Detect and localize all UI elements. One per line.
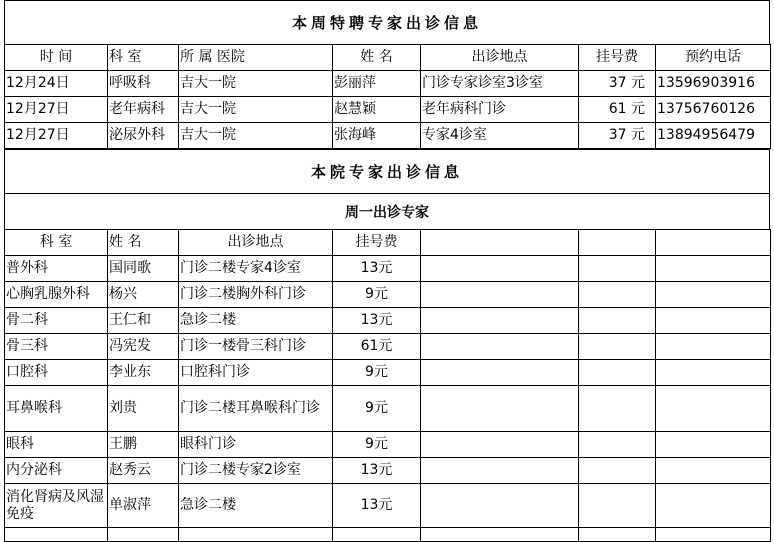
header-name: 姓 名: [108, 230, 179, 256]
cell-name: 赵慧颖: [333, 97, 421, 123]
cell-fee: 13元: [333, 458, 421, 484]
cell-fee: 9元: [333, 386, 421, 432]
cell-fee: 13元: [333, 484, 421, 528]
cell-phone: 13756760126: [656, 97, 771, 123]
cell-fee: 61 元: [579, 97, 656, 123]
header-hospital: 所 属 医院: [179, 45, 333, 71]
cell-dept: 普外科: [5, 256, 108, 282]
cell-name: 刘贵: [108, 386, 179, 432]
table-row: [5, 432, 771, 458]
table-row: [5, 458, 771, 484]
cell-location: 门诊二楼专家2诊室: [179, 458, 333, 484]
empty-cell: [421, 386, 579, 432]
table-row: [5, 123, 771, 149]
cell-fee: 61元: [333, 334, 421, 360]
empty-cell: [421, 432, 579, 458]
empty-cell: [656, 484, 771, 528]
empty-cell: [579, 386, 656, 432]
cell-fee: 37 元: [579, 123, 656, 149]
cell-name: 王鹏: [108, 432, 179, 458]
cell-dept: 骨三科: [5, 334, 108, 360]
empty-cell: [656, 230, 771, 256]
table-row: [5, 360, 771, 386]
empty-cell: [579, 458, 656, 484]
cell-name: 李业东: [108, 360, 179, 386]
cell-location: 急诊二楼: [179, 484, 333, 528]
header-location: 出诊地点: [179, 230, 333, 256]
cell-fee: 9元: [333, 360, 421, 386]
empty-cell: [656, 282, 771, 308]
cell-name: 张海峰: [333, 123, 421, 149]
cell-name: 赵秀云: [108, 458, 179, 484]
empty-cell: [656, 386, 771, 432]
section2-subtitle: 周一出诊专家: [4, 193, 770, 229]
cell-location: 眼科门诊: [179, 432, 333, 458]
section2-title: 本院专家出诊信息: [4, 149, 770, 193]
cell-fee: 13元: [333, 256, 421, 282]
cell-fee: 9元: [333, 432, 421, 458]
cell-hospital: 吉大一院: [179, 97, 333, 123]
cell-hospital: 吉大一院: [179, 71, 333, 97]
spreadsheet: [4, 0, 770, 542]
empty-cell: [579, 308, 656, 334]
cell-location: 门诊二楼耳鼻喉科门诊: [179, 386, 333, 432]
cell-location: 急诊二楼: [179, 308, 333, 334]
empty-cell: [579, 484, 656, 528]
table-row: [5, 97, 771, 123]
cell-name: 彭丽萍: [333, 71, 421, 97]
cell-dept: 眼科: [5, 432, 108, 458]
empty-cell: [421, 256, 579, 282]
table-row: [5, 256, 771, 282]
cell-name: 冯宪发: [108, 334, 179, 360]
cell-dept: 耳鼻喉科: [5, 386, 108, 432]
cell-name: 国同歌: [108, 256, 179, 282]
table-row: [5, 308, 771, 334]
empty-cell: [656, 256, 771, 282]
empty-cell: [579, 230, 656, 256]
cell-name: 单淑萍: [108, 484, 179, 528]
table-row: [5, 71, 771, 97]
monday-expert-table: [4, 229, 771, 542]
cell-dept: 心胸乳腺外科: [5, 282, 108, 308]
header-phone: 预约电话: [656, 45, 771, 71]
cell-name: 王仁和: [108, 308, 179, 334]
cell-location: 门诊专家诊室3诊室: [421, 71, 579, 97]
empty-cell: [579, 334, 656, 360]
empty-cell: [656, 432, 771, 458]
cell-fee: 9元: [333, 282, 421, 308]
cell-phone: 13894956479: [656, 123, 771, 149]
empty-cell: [421, 282, 579, 308]
cell-dept: 呼吸科: [108, 71, 179, 97]
cell-dept: 泌尿外科: [108, 123, 179, 149]
cell-fee: 13元: [333, 308, 421, 334]
special-expert-table: [4, 44, 771, 149]
empty-cell: [579, 360, 656, 386]
empty-cell: [421, 360, 579, 386]
empty-cell: [421, 230, 579, 256]
header-dept: 科 室: [5, 230, 108, 256]
cell-date: 12月27日: [5, 123, 108, 149]
header-time: 时 间: [5, 45, 108, 71]
empty-cell: [656, 360, 771, 386]
empty-cell: [656, 308, 771, 334]
table-row: [5, 386, 771, 432]
cell-location: 老年病科门诊: [421, 97, 579, 123]
table-row: [5, 334, 771, 360]
cell-dept: 内分泌科: [5, 458, 108, 484]
table-header-row: [5, 230, 771, 256]
empty-cell: [579, 256, 656, 282]
header-dept: 科 室: [108, 45, 179, 71]
empty-cell: [579, 282, 656, 308]
empty-cell: [421, 308, 579, 334]
empty-cell: [656, 334, 771, 360]
table-row: [5, 282, 771, 308]
header-name: 姓 名: [333, 45, 421, 71]
header-fee: 挂号费: [579, 45, 656, 71]
empty-cell: [421, 484, 579, 528]
cell-hospital: 吉大一院: [179, 123, 333, 149]
cell-name: 杨兴: [108, 282, 179, 308]
cell-dept: 口腔科: [5, 360, 108, 386]
section1-title: 本周特聘专家出诊信息: [4, 0, 770, 44]
empty-cell: [421, 458, 579, 484]
table-row: [5, 484, 771, 528]
empty-cell: [579, 432, 656, 458]
cell-date: 12月24日: [5, 71, 108, 97]
cell-dept: 消化肾病及风湿免疫: [5, 484, 108, 528]
cell-location: 专家4诊室: [421, 123, 579, 149]
cell-dept: 老年病科: [108, 97, 179, 123]
cell-dept: 骨二科: [5, 308, 108, 334]
cell-fee: 37 元: [579, 71, 656, 97]
cell-location: 门诊二楼专家4诊室: [179, 256, 333, 282]
empty-cell: [656, 458, 771, 484]
empty-cell: [421, 334, 579, 360]
header-fee: 挂号费: [333, 230, 421, 256]
cell-date: 12月27日: [5, 97, 108, 123]
cell-location: 口腔科门诊: [179, 360, 333, 386]
table-header-row: [5, 45, 771, 71]
cell-location: 门诊二楼胸外科门诊: [179, 282, 333, 308]
header-location: 出诊地点: [421, 45, 579, 71]
cell-phone: 13596903916: [656, 71, 771, 97]
cell-location: 门诊一楼骨三科门诊: [179, 334, 333, 360]
